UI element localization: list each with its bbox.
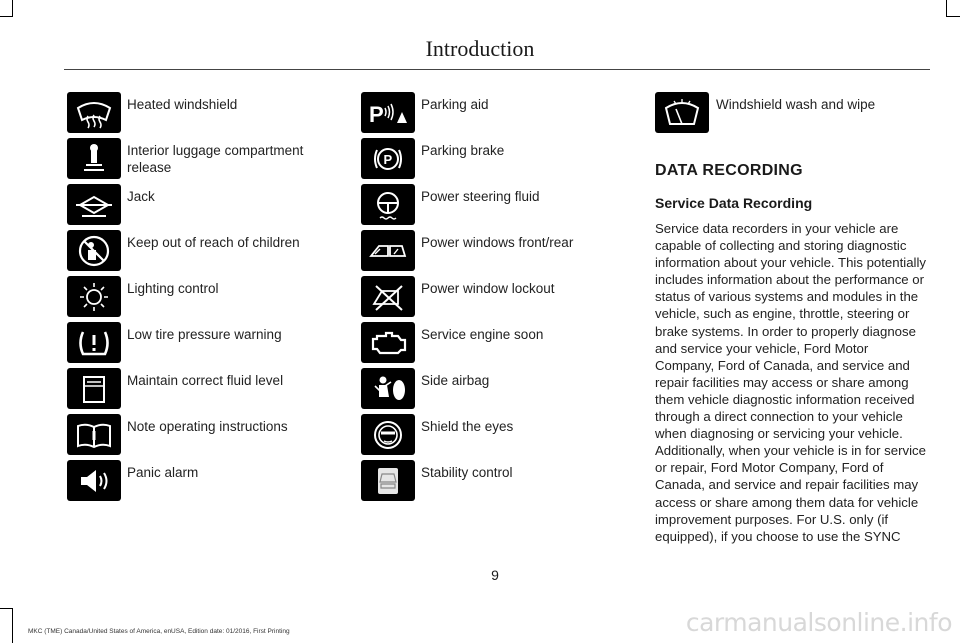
symbol-label: Shield the eyes (421, 419, 514, 434)
symbol-row (361, 92, 596, 138)
symbol-label: Power windows front/rear (421, 235, 574, 250)
manual-icon (67, 414, 121, 455)
fluid-level-icon (67, 368, 121, 409)
section-subheading: Service Data Recording (655, 195, 813, 211)
symbol-label: Low tire pressure warning (127, 327, 282, 342)
symbol-row (67, 138, 332, 184)
tire-pressure-icon (67, 322, 121, 363)
page-number: 9 (491, 567, 499, 583)
symbol-list-right (655, 92, 927, 142)
svg-text:P: P (383, 151, 393, 167)
crop-mark (0, 16, 13, 17)
shield-eyes-icon (361, 414, 415, 455)
symbol-label: Keep out of reach of children (127, 235, 300, 250)
header-rule (64, 69, 930, 70)
window-lockout-icon (361, 276, 415, 317)
symbol-label: Power steering fluid (421, 189, 540, 204)
symbol-label: Maintain correct fluid level (127, 373, 284, 388)
symbol-label: Heated windshield (127, 97, 238, 112)
symbol-row (361, 276, 596, 322)
jack-icon (67, 184, 121, 225)
symbol-row (67, 414, 332, 460)
symbol-row (67, 92, 332, 138)
symbol-label: Jack (127, 189, 155, 204)
windshield-wash-icon (655, 92, 709, 133)
power-windows-icon (361, 230, 415, 271)
symbol-list-middle (361, 92, 596, 506)
symbol-row (361, 460, 596, 506)
body-paragraph: Service data recorders in your vehicle are capable of collecting and storing diagnostic information about your vehicle. This potentially includes information about the performance or status of various systems and modules in the vehicle, such as engine, throttle, steering or brake systems. In order to properly diagnose and service your vehicle, Ford Motor Company, Ford of Canada, and service and repair facilities may access or share among them vehicle diagnostic information received through a direct connection to your vehicle when diagnosing or servicing your vehicle. Additionally, when your vehicle is in for service or repair, Ford Motor Company, Ford of Canada, and service and repair facilities may access or share among them data for vehicle improvement purposes. For U.S. only (if equipped), if you choose to use the SYNC (655, 221, 926, 544)
heated-windshield-icon (67, 92, 121, 133)
symbol-label: Panic alarm (127, 465, 199, 480)
symbol-label: Note operating instructions (127, 419, 288, 434)
parking-aid-icon (361, 92, 415, 133)
section-heading: DATA RECORDING (655, 162, 803, 179)
luggage-release-icon (67, 138, 121, 179)
symbol-list-left (67, 92, 332, 506)
engine-icon (361, 322, 415, 363)
symbol-label: Power window lockout (421, 281, 555, 296)
edition-footer: MKC (TME) Canada/United States of America, enUSA, Edition date: 01/2016, First Printing (28, 628, 290, 635)
crop-mark (12, 608, 13, 643)
symbol-row (67, 230, 332, 276)
crop-mark (12, 0, 13, 16)
symbol-row (67, 460, 332, 506)
symbol-row (655, 92, 927, 142)
symbol-row (361, 230, 596, 276)
crop-mark (946, 0, 947, 16)
symbol-row (67, 184, 332, 230)
symbol-row (67, 276, 332, 322)
svg-text:P: P (369, 101, 384, 127)
lighting-control-icon (67, 276, 121, 317)
parking-brake-icon (361, 138, 415, 179)
watermark: carmanualsonline.info (685, 608, 952, 637)
symbol-row (361, 138, 596, 184)
symbol-row (361, 184, 596, 230)
symbol-row (67, 368, 332, 414)
side-airbag-icon (361, 368, 415, 409)
symbol-label: Side airbag (421, 373, 490, 388)
symbol-row (361, 322, 596, 368)
symbol-label: Service engine soon (421, 327, 544, 342)
symbol-label: Lighting control (127, 281, 219, 296)
symbol-row (361, 414, 596, 460)
symbol-row (67, 322, 332, 368)
symbol-label: Parking brake (421, 143, 505, 158)
symbol-label: Windshield wash and wipe (716, 97, 876, 112)
power-steering-icon (361, 184, 415, 225)
symbol-label: Interior luggage compartment release (127, 143, 304, 175)
symbol-label: Parking aid (421, 97, 489, 112)
no-children-icon (67, 230, 121, 271)
page-title: Introduction (425, 36, 535, 61)
crop-mark (0, 608, 13, 609)
stability-control-icon (361, 460, 415, 501)
panic-alarm-icon (67, 460, 121, 501)
symbol-label: Stability control (421, 465, 513, 480)
symbol-row (361, 368, 596, 414)
crop-mark (946, 16, 960, 17)
